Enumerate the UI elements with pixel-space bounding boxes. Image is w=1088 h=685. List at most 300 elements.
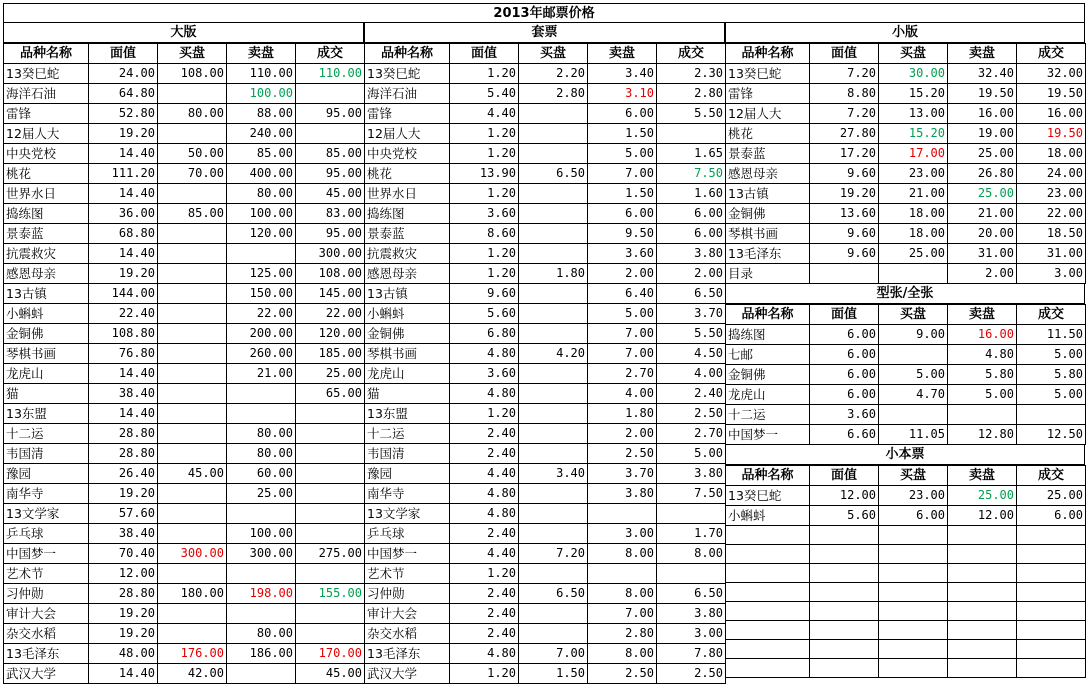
cell-buy[interactable]: [158, 284, 227, 304]
cell-face[interactable]: 19.20: [89, 604, 158, 624]
cell-sell[interactable]: 12.00: [948, 506, 1017, 526]
empty-cell[interactable]: [879, 564, 948, 583]
cell-name[interactable]: 十二运: [4, 424, 89, 444]
empty-cell[interactable]: [726, 545, 810, 564]
cell-sell[interactable]: 5.00: [948, 385, 1017, 405]
cell-buy[interactable]: [519, 484, 588, 504]
cell-name[interactable]: 审计大会: [4, 604, 89, 624]
cell-deal[interactable]: 25.00: [1017, 486, 1086, 506]
cell-deal[interactable]: 2.70: [657, 424, 726, 444]
cell-buy[interactable]: [158, 224, 227, 244]
cell-sell[interactable]: 80.00: [227, 624, 296, 644]
cell-buy[interactable]: [519, 104, 588, 124]
cell-sell[interactable]: 2.00: [588, 264, 657, 284]
cell-deal[interactable]: [296, 524, 365, 544]
cell-name[interactable]: 中国梦一: [726, 425, 810, 445]
cell-face[interactable]: 12.00: [89, 564, 158, 584]
cell-sell[interactable]: 400.00: [227, 164, 296, 184]
cell-buy[interactable]: 15.20: [879, 84, 948, 104]
cell-deal[interactable]: 108.00: [296, 264, 365, 284]
empty-cell[interactable]: [810, 659, 879, 678]
cell-name[interactable]: 世界水日: [365, 184, 450, 204]
cell-name[interactable]: 13癸巳蛇: [726, 64, 810, 84]
cell-name[interactable]: 海洋石油: [365, 84, 450, 104]
cell-deal[interactable]: 185.00: [296, 344, 365, 364]
cell-name[interactable]: 金铜佛: [4, 324, 89, 344]
cell-sell[interactable]: 16.00: [948, 325, 1017, 345]
empty-cell[interactable]: [879, 545, 948, 564]
cell-deal[interactable]: 65.00: [296, 384, 365, 404]
cell-sell[interactable]: 110.00: [227, 64, 296, 84]
cell-name[interactable]: 中国梦一: [365, 544, 450, 564]
cell-deal[interactable]: 23.00: [1017, 184, 1086, 204]
cell-face[interactable]: 6.60: [810, 425, 879, 445]
cell-face[interactable]: 1.20: [450, 144, 519, 164]
cell-name[interactable]: 13古镇: [4, 284, 89, 304]
cell-sell[interactable]: 200.00: [227, 324, 296, 344]
cell-deal[interactable]: 110.00: [296, 64, 365, 84]
cell-face[interactable]: [810, 264, 879, 284]
cell-face[interactable]: 4.80: [450, 644, 519, 664]
empty-cell[interactable]: [1017, 621, 1086, 640]
cell-face[interactable]: 14.40: [89, 664, 158, 684]
cell-buy[interactable]: 108.00: [158, 64, 227, 84]
cell-name[interactable]: 感恩母亲: [365, 264, 450, 284]
cell-face[interactable]: 48.00: [89, 644, 158, 664]
cell-buy[interactable]: [519, 124, 588, 144]
cell-buy[interactable]: 180.00: [158, 584, 227, 604]
cell-face[interactable]: 9.60: [450, 284, 519, 304]
cell-face[interactable]: 14.40: [89, 364, 158, 384]
cell-name[interactable]: 桃花: [365, 164, 450, 184]
empty-cell[interactable]: [810, 583, 879, 602]
cell-buy[interactable]: 42.00: [158, 664, 227, 684]
cell-deal[interactable]: [657, 564, 726, 584]
empty-cell[interactable]: [726, 602, 810, 621]
empty-cell[interactable]: [948, 564, 1017, 583]
cell-face[interactable]: 4.80: [450, 344, 519, 364]
cell-deal[interactable]: 6.50: [657, 584, 726, 604]
cell-face[interactable]: 2.40: [450, 424, 519, 444]
cell-deal[interactable]: 32.00: [1017, 64, 1086, 84]
cell-sell[interactable]: 300.00: [227, 544, 296, 564]
cell-deal[interactable]: 2.50: [657, 404, 726, 424]
cell-buy[interactable]: [158, 84, 227, 104]
empty-cell[interactable]: [726, 526, 810, 545]
cell-face[interactable]: 4.40: [450, 104, 519, 124]
cell-face[interactable]: 38.40: [89, 524, 158, 544]
cell-sell[interactable]: 31.00: [948, 244, 1017, 264]
cell-buy[interactable]: 3.40: [519, 464, 588, 484]
cell-face[interactable]: 3.60: [810, 405, 879, 425]
cell-face[interactable]: 1.20: [450, 264, 519, 284]
cell-sell[interactable]: 100.00: [227, 524, 296, 544]
cell-deal[interactable]: 3.80: [657, 244, 726, 264]
cell-buy[interactable]: [158, 444, 227, 464]
cell-name[interactable]: 金铜佛: [726, 204, 810, 224]
cell-face[interactable]: 2.40: [450, 584, 519, 604]
cell-buy[interactable]: 6.50: [519, 164, 588, 184]
cell-sell[interactable]: 198.00: [227, 584, 296, 604]
cell-sell[interactable]: 22.00: [227, 304, 296, 324]
cell-sell[interactable]: 1.80: [588, 404, 657, 424]
cell-face[interactable]: 1.20: [450, 664, 519, 684]
cell-face[interactable]: 9.60: [810, 244, 879, 264]
cell-name[interactable]: 世界水日: [4, 184, 89, 204]
cell-face[interactable]: 144.00: [89, 284, 158, 304]
cell-sell[interactable]: 100.00: [227, 84, 296, 104]
cell-deal[interactable]: 5.00: [657, 444, 726, 464]
cell-face[interactable]: 28.80: [89, 584, 158, 604]
empty-cell[interactable]: [726, 564, 810, 583]
cell-face[interactable]: 70.40: [89, 544, 158, 564]
cell-name[interactable]: 杂交水稻: [365, 624, 450, 644]
cell-name[interactable]: 雷锋: [365, 104, 450, 124]
cell-deal[interactable]: 85.00: [296, 144, 365, 164]
cell-deal[interactable]: 275.00: [296, 544, 365, 564]
cell-face[interactable]: 5.60: [810, 506, 879, 526]
empty-cell[interactable]: [1017, 583, 1086, 602]
cell-face[interactable]: 5.60: [450, 304, 519, 324]
cell-sell[interactable]: 5.80: [948, 365, 1017, 385]
cell-buy[interactable]: 4.20: [519, 344, 588, 364]
cell-name[interactable]: 13癸巳蛇: [4, 64, 89, 84]
cell-sell[interactable]: 6.40: [588, 284, 657, 304]
cell-sell[interactable]: 4.00: [588, 384, 657, 404]
cell-face[interactable]: 8.60: [450, 224, 519, 244]
cell-deal[interactable]: 95.00: [296, 104, 365, 124]
empty-cell[interactable]: [879, 583, 948, 602]
cell-name[interactable]: 艺术节: [365, 564, 450, 584]
cell-sell[interactable]: [588, 564, 657, 584]
cell-deal[interactable]: [296, 84, 365, 104]
cell-name[interactable]: 中央党校: [4, 144, 89, 164]
cell-face[interactable]: 28.80: [89, 444, 158, 464]
cell-name[interactable]: 龙虎山: [726, 385, 810, 405]
cell-buy[interactable]: [158, 344, 227, 364]
cell-deal[interactable]: [296, 484, 365, 504]
cell-sell[interactable]: 85.00: [227, 144, 296, 164]
cell-buy[interactable]: [519, 624, 588, 644]
cell-name[interactable]: 中国梦一: [4, 544, 89, 564]
cell-sell[interactable]: [227, 664, 296, 684]
cell-buy[interactable]: [879, 405, 948, 425]
cell-name[interactable]: 感恩母亲: [4, 264, 89, 284]
empty-cell[interactable]: [948, 583, 1017, 602]
cell-face[interactable]: 111.20: [89, 164, 158, 184]
cell-face[interactable]: 14.40: [89, 144, 158, 164]
cell-buy[interactable]: 176.00: [158, 644, 227, 664]
cell-buy[interactable]: 70.00: [158, 164, 227, 184]
cell-sell[interactable]: 7.00: [588, 164, 657, 184]
cell-buy[interactable]: [519, 324, 588, 344]
cell-buy[interactable]: 18.00: [879, 224, 948, 244]
cell-name[interactable]: 13毛泽东: [4, 644, 89, 664]
empty-cell[interactable]: [948, 659, 1017, 678]
cell-sell[interactable]: [227, 564, 296, 584]
empty-cell[interactable]: [726, 659, 810, 678]
empty-cell[interactable]: [948, 526, 1017, 545]
cell-deal[interactable]: 16.00: [1017, 104, 1086, 124]
cell-sell[interactable]: 3.00: [588, 524, 657, 544]
cell-deal[interactable]: 2.50: [657, 664, 726, 684]
cell-name[interactable]: 十二运: [726, 405, 810, 425]
cell-sell[interactable]: 7.00: [588, 324, 657, 344]
cell-sell[interactable]: 80.00: [227, 444, 296, 464]
cell-name[interactable]: 雷锋: [4, 104, 89, 124]
cell-deal[interactable]: 12.50: [1017, 425, 1086, 445]
cell-face[interactable]: 14.40: [89, 184, 158, 204]
empty-cell[interactable]: [810, 640, 879, 659]
cell-buy[interactable]: [519, 444, 588, 464]
cell-deal[interactable]: 45.00: [296, 184, 365, 204]
cell-deal[interactable]: 3.00: [657, 624, 726, 644]
cell-face[interactable]: 1.20: [450, 184, 519, 204]
cell-name[interactable]: 抗震救灾: [4, 244, 89, 264]
cell-face[interactable]: 64.80: [89, 84, 158, 104]
cell-name[interactable]: 13文学家: [365, 504, 450, 524]
cell-name[interactable]: 审计大会: [365, 604, 450, 624]
cell-buy[interactable]: [158, 424, 227, 444]
cell-sell[interactable]: 240.00: [227, 124, 296, 144]
cell-buy[interactable]: 21.00: [879, 184, 948, 204]
cell-name[interactable]: 豫园: [4, 464, 89, 484]
cell-deal[interactable]: 24.00: [1017, 164, 1086, 184]
cell-sell[interactable]: 5.00: [588, 144, 657, 164]
cell-face[interactable]: 6.00: [810, 345, 879, 365]
cell-face[interactable]: 2.40: [450, 524, 519, 544]
cell-deal[interactable]: 3.80: [657, 604, 726, 624]
cell-sell[interactable]: [948, 405, 1017, 425]
cell-deal[interactable]: 1.65: [657, 144, 726, 164]
cell-buy[interactable]: [519, 384, 588, 404]
cell-sell[interactable]: 60.00: [227, 464, 296, 484]
cell-deal[interactable]: [296, 504, 365, 524]
cell-sell[interactable]: 16.00: [948, 104, 1017, 124]
empty-cell[interactable]: [810, 564, 879, 583]
cell-name[interactable]: 中央党校: [365, 144, 450, 164]
cell-buy[interactable]: [519, 364, 588, 384]
cell-sell[interactable]: 8.00: [588, 544, 657, 564]
cell-deal[interactable]: 22.00: [296, 304, 365, 324]
cell-buy[interactable]: 25.00: [879, 244, 948, 264]
cell-sell[interactable]: 125.00: [227, 264, 296, 284]
cell-deal[interactable]: 2.00: [657, 264, 726, 284]
cell-buy[interactable]: [519, 504, 588, 524]
cell-name[interactable]: 七邮: [726, 345, 810, 365]
cell-name[interactable]: 龙虎山: [365, 364, 450, 384]
cell-deal[interactable]: 2.30: [657, 64, 726, 84]
cell-name[interactable]: 捣练图: [365, 204, 450, 224]
cell-deal[interactable]: 8.00: [657, 544, 726, 564]
cell-name[interactable]: 雷锋: [726, 84, 810, 104]
empty-cell[interactable]: [726, 640, 810, 659]
cell-buy[interactable]: 4.70: [879, 385, 948, 405]
cell-deal[interactable]: 45.00: [296, 664, 365, 684]
cell-deal[interactable]: 3.80: [657, 464, 726, 484]
cell-buy[interactable]: 6.00: [879, 506, 948, 526]
cell-deal[interactable]: 7.50: [657, 164, 726, 184]
cell-sell[interactable]: [227, 244, 296, 264]
cell-sell[interactable]: 26.80: [948, 164, 1017, 184]
cell-face[interactable]: 76.80: [89, 344, 158, 364]
cell-sell[interactable]: 1.50: [588, 184, 657, 204]
cell-sell[interactable]: 2.50: [588, 444, 657, 464]
cell-face[interactable]: 19.20: [89, 624, 158, 644]
cell-buy[interactable]: [158, 484, 227, 504]
cell-sell[interactable]: 9.50: [588, 224, 657, 244]
cell-buy[interactable]: [158, 384, 227, 404]
cell-deal[interactable]: 83.00: [296, 204, 365, 224]
cell-face[interactable]: 26.40: [89, 464, 158, 484]
cell-buy[interactable]: [158, 264, 227, 284]
cell-face[interactable]: 19.20: [89, 484, 158, 504]
cell-deal[interactable]: [657, 124, 726, 144]
cell-buy[interactable]: 5.00: [879, 365, 948, 385]
cell-face[interactable]: 4.80: [450, 504, 519, 524]
cell-deal[interactable]: [1017, 405, 1086, 425]
cell-face[interactable]: 6.00: [810, 365, 879, 385]
cell-sell[interactable]: 20.00: [948, 224, 1017, 244]
cell-deal[interactable]: 7.80: [657, 644, 726, 664]
cell-sell[interactable]: [227, 404, 296, 424]
cell-deal[interactable]: 1.70: [657, 524, 726, 544]
cell-sell[interactable]: 260.00: [227, 344, 296, 364]
cell-buy[interactable]: 2.20: [519, 64, 588, 84]
cell-name[interactable]: 12届人大: [4, 124, 89, 144]
cell-deal[interactable]: [296, 564, 365, 584]
cell-sell[interactable]: 1.50: [588, 124, 657, 144]
cell-deal[interactable]: 3.70: [657, 304, 726, 324]
cell-buy[interactable]: 300.00: [158, 544, 227, 564]
cell-buy[interactable]: [158, 244, 227, 264]
cell-name[interactable]: 13文学家: [4, 504, 89, 524]
cell-name[interactable]: 琴棋书画: [726, 224, 810, 244]
cell-deal[interactable]: [296, 404, 365, 424]
cell-deal[interactable]: [296, 124, 365, 144]
cell-face[interactable]: 1.20: [450, 124, 519, 144]
empty-cell[interactable]: [810, 621, 879, 640]
cell-sell[interactable]: 2.80: [588, 624, 657, 644]
cell-name[interactable]: 南华寺: [365, 484, 450, 504]
cell-face[interactable]: 108.80: [89, 324, 158, 344]
cell-buy[interactable]: [158, 624, 227, 644]
cell-buy[interactable]: 50.00: [158, 144, 227, 164]
cell-face[interactable]: 52.80: [89, 104, 158, 124]
cell-sell[interactable]: 21.00: [227, 364, 296, 384]
cell-name[interactable]: 杂交水稻: [4, 624, 89, 644]
cell-sell[interactable]: 3.10: [588, 84, 657, 104]
empty-cell[interactable]: [948, 545, 1017, 564]
cell-deal[interactable]: 120.00: [296, 324, 365, 344]
cell-buy[interactable]: [158, 564, 227, 584]
cell-face[interactable]: 1.20: [450, 404, 519, 424]
cell-face[interactable]: 17.20: [810, 144, 879, 164]
cell-deal[interactable]: 7.50: [657, 484, 726, 504]
cell-face[interactable]: 13.90: [450, 164, 519, 184]
cell-buy[interactable]: [519, 424, 588, 444]
cell-name[interactable]: 琴棋书画: [4, 344, 89, 364]
empty-cell[interactable]: [810, 545, 879, 564]
cell-sell[interactable]: 5.00: [588, 304, 657, 324]
cell-name[interactable]: 南华寺: [4, 484, 89, 504]
cell-face[interactable]: 7.20: [810, 64, 879, 84]
cell-name[interactable]: 艺术节: [4, 564, 89, 584]
cell-deal[interactable]: 5.80: [1017, 365, 1086, 385]
cell-name[interactable]: 武汉大学: [4, 664, 89, 684]
cell-buy[interactable]: 80.00: [158, 104, 227, 124]
cell-face[interactable]: 19.20: [810, 184, 879, 204]
cell-buy[interactable]: [158, 124, 227, 144]
empty-cell[interactable]: [1017, 564, 1086, 583]
empty-cell[interactable]: [879, 621, 948, 640]
cell-buy[interactable]: 18.00: [879, 204, 948, 224]
cell-name[interactable]: 习仲勋: [4, 584, 89, 604]
cell-name[interactable]: 12届人大: [365, 124, 450, 144]
cell-deal[interactable]: 6.00: [657, 224, 726, 244]
cell-name[interactable]: 捣练图: [4, 204, 89, 224]
cell-buy[interactable]: [519, 564, 588, 584]
cell-sell[interactable]: 2.00: [588, 424, 657, 444]
cell-buy[interactable]: 17.00: [879, 144, 948, 164]
cell-face[interactable]: 12.00: [810, 486, 879, 506]
cell-name[interactable]: 乒乓球: [365, 524, 450, 544]
cell-name[interactable]: 13古镇: [726, 184, 810, 204]
cell-sell[interactable]: 100.00: [227, 204, 296, 224]
cell-face[interactable]: 4.40: [450, 464, 519, 484]
cell-name[interactable]: 12届人大: [726, 104, 810, 124]
cell-buy[interactable]: [519, 224, 588, 244]
cell-sell[interactable]: 2.00: [948, 264, 1017, 284]
empty-cell[interactable]: [948, 621, 1017, 640]
cell-buy[interactable]: 23.00: [879, 164, 948, 184]
cell-name[interactable]: 小蝌蚪: [4, 304, 89, 324]
cell-buy[interactable]: 23.00: [879, 486, 948, 506]
cell-face[interactable]: 7.20: [810, 104, 879, 124]
cell-face[interactable]: 68.80: [89, 224, 158, 244]
cell-name[interactable]: 目录: [726, 264, 810, 284]
cell-deal[interactable]: 95.00: [296, 224, 365, 244]
cell-buy[interactable]: [519, 404, 588, 424]
cell-name[interactable]: 十二运: [365, 424, 450, 444]
cell-name[interactable]: 景泰蓝: [365, 224, 450, 244]
cell-face[interactable]: 38.40: [89, 384, 158, 404]
cell-face[interactable]: 2.40: [450, 444, 519, 464]
cell-sell[interactable]: 25.00: [948, 486, 1017, 506]
cell-name[interactable]: 猫: [4, 384, 89, 404]
cell-deal[interactable]: 6.00: [1017, 506, 1086, 526]
cell-deal[interactable]: [296, 444, 365, 464]
cell-deal[interactable]: 31.00: [1017, 244, 1086, 264]
empty-cell[interactable]: [879, 640, 948, 659]
cell-deal[interactable]: 6.50: [657, 284, 726, 304]
cell-sell[interactable]: 120.00: [227, 224, 296, 244]
cell-sell[interactable]: 3.80: [588, 484, 657, 504]
cell-sell[interactable]: 88.00: [227, 104, 296, 124]
cell-sell[interactable]: 3.40: [588, 64, 657, 84]
cell-name[interactable]: 13古镇: [365, 284, 450, 304]
cell-sell[interactable]: 80.00: [227, 424, 296, 444]
cell-deal[interactable]: 95.00: [296, 164, 365, 184]
cell-sell[interactable]: 7.00: [588, 344, 657, 364]
cell-deal[interactable]: 5.00: [1017, 345, 1086, 365]
cell-sell[interactable]: 25.00: [948, 184, 1017, 204]
cell-buy[interactable]: [158, 364, 227, 384]
cell-buy[interactable]: [519, 204, 588, 224]
cell-name[interactable]: 海洋石油: [4, 84, 89, 104]
cell-buy[interactable]: 11.05: [879, 425, 948, 445]
cell-name[interactable]: 武汉大学: [365, 664, 450, 684]
